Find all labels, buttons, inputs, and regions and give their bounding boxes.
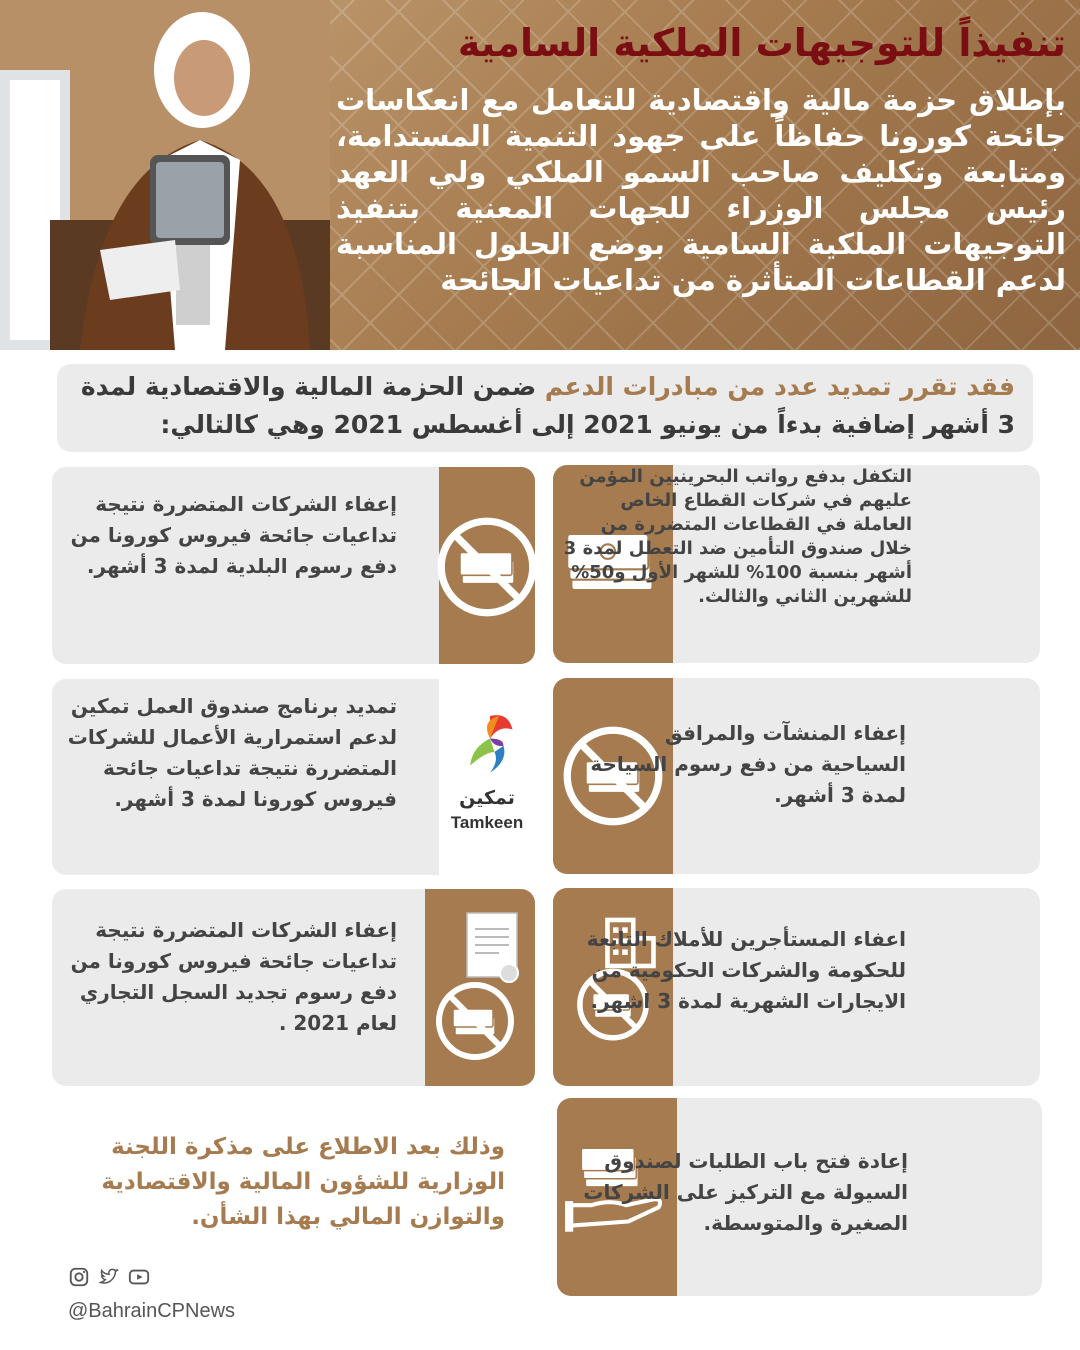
card-text: التكفل بدفع رواتب البحرينيين المؤمن عليهم في شركات القطاع الخاص العاملة في القطاعات المتضررة من خلال صندوق التأمين ضد التعطل لمدة 3 أشهر بنسبة 100% للشهر الأول و50% للشهرين الثاني والثالث. (563, 466, 912, 607)
card-text: إعفاء الشركات المتضررة نتيجة تداعيات جائحة فيروس كورونا من دفع رسوم تجديد السجل التجاري لعام 2021 . (70, 918, 397, 1035)
header-lead: بإطلاق حزمة مالية واقتصادية للتعامل مع انعكاسات جائحة كورونا حفاظاً على جهود التنمية المستدامة، ومتابعة وتكليف صاحب السمو الملكي ولي العهد رئيس مجلس الوزراء للجهات المعنية بتنفيذ التوجيهات الملكية السامية بوضع الحلول المناسبة لدعم القطاعات المتأثرة من تداعيات الجائحة (336, 83, 1066, 297)
tamkeen-english: Tamkeen (450, 813, 524, 832)
initiative-card-rent (553, 888, 1040, 1086)
intro-highlight: فقد تقرر تمديد عدد من مبادرات الدعم (544, 372, 1015, 401)
instagram-icon[interactable] (68, 1266, 90, 1288)
card-text: إعادة فتح باب الطلبات لصندوق السيولة مع التركيز على الشركات الصغيرة والمتوسطة. (583, 1149, 908, 1235)
twitter-icon[interactable] (98, 1266, 120, 1288)
official-photo (0, 0, 330, 350)
tamkeen-logo (439, 709, 535, 849)
social-handle[interactable]: @BahrainCPNews (68, 1300, 236, 1322)
certificate-no-money-icon (425, 907, 535, 1071)
intro-box (57, 364, 1033, 452)
initiative-card-municipal-fees (52, 467, 535, 664)
intro-rest: ضمن الحزمة المالية والاقتصادية لمدة 3 أشهر إضافية بدءاً من يونيو 2021 إلى أغسطس 2021 وهي كالتالي: (80, 372, 1015, 439)
initiative-card-tourism-fees (553, 678, 1040, 874)
tamkeen-logo-mark (463, 709, 517, 777)
no-money-icon (435, 515, 535, 619)
youtube-icon[interactable] (128, 1266, 150, 1288)
initiative-card-tamkeen (52, 679, 535, 875)
header-banner (0, 0, 1080, 350)
card-text: تمديد برنامج صندوق العمل تمكين لدعم استمرارية الأعمال للشركات المتضررة نتيجة تداعيات جائحة فيروس كورونا لمدة 3 أشهر. (67, 694, 397, 811)
footer-note: وذلك بعد الاطلاع على مذكرة اللجنة الوزارية للشؤون المالية والاقتصادية والتوازن المالي بهذا الشأن. (101, 1134, 505, 1230)
initiative-card-salaries (553, 465, 1040, 663)
card-text: إعفاء الشركات المتضررة نتيجة تداعيات جائحة فيروس كورونا من دفع رسوم البلدية لمدة 3 أشهر. (70, 492, 397, 578)
card-text: إعفاء المنشآت والمرافق السياحية من دفع رسوم السياحة لمدة 3 أشهر. (590, 721, 906, 807)
page-title: تنفيذاً للتوجيهات الملكية السامية (457, 21, 1066, 65)
initiative-card-commercial-register (52, 889, 535, 1086)
tamkeen-arabic: تمكين (459, 787, 515, 809)
initiative-card-liquidity-fund (557, 1098, 1042, 1296)
intro-text (75, 368, 1015, 444)
social-icons (68, 1266, 150, 1288)
card-text: اعفاء المستأجرين للأملاك التابعة للحكومة والشركات الحكومية من الايجارات الشهرية لمدة 3 اشهر. (586, 927, 906, 1013)
